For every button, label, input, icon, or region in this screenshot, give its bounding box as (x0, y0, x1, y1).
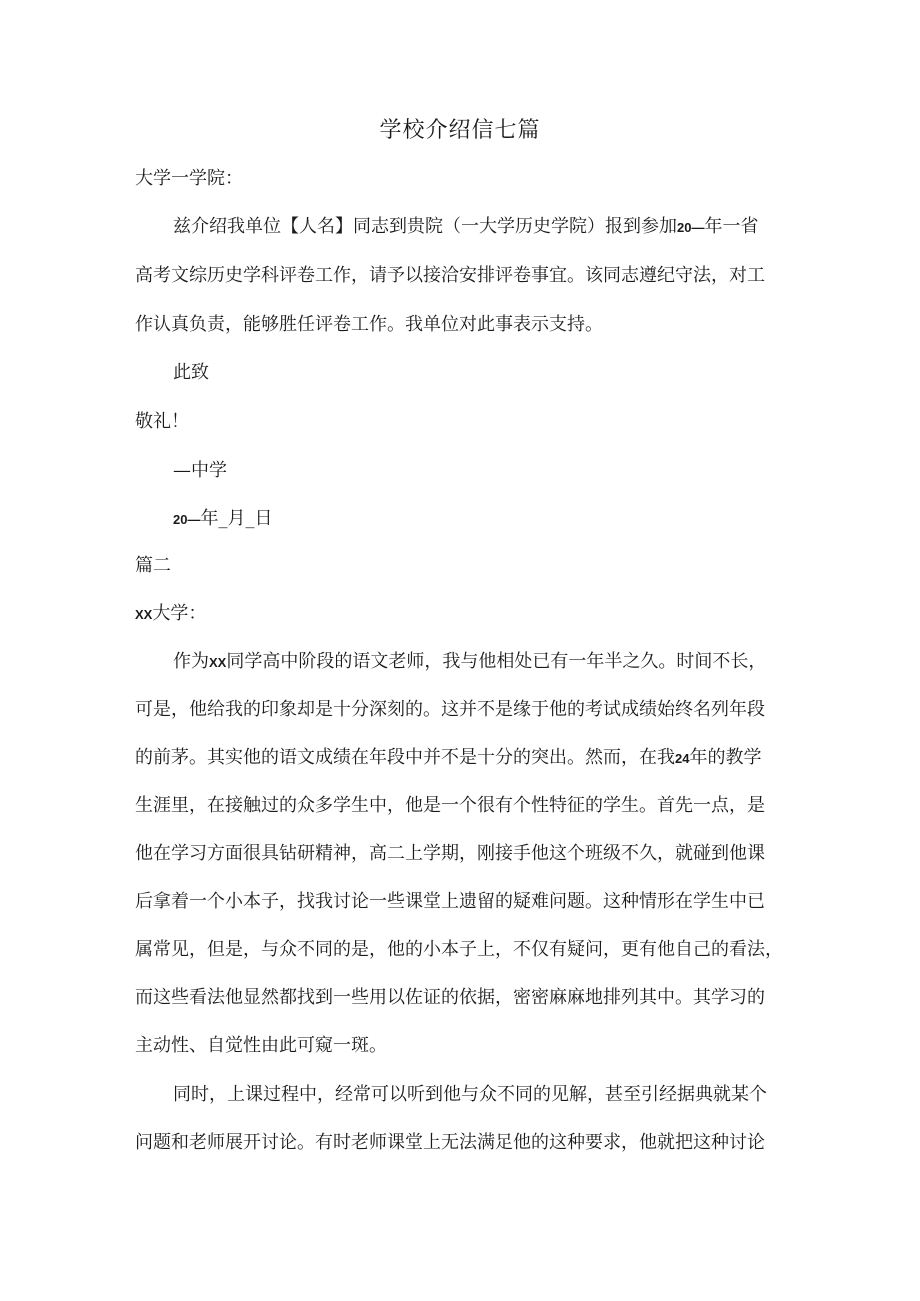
letter1-salutation: 大学一学院： (135, 168, 243, 189)
letter1-body-line: 作认真负责，能够胜任评卷工作。我单位对此事表示支持。 (135, 314, 603, 335)
text-segment: 同学高中阶段的语文老师，我与他相处已有一年半之久。时间不长， (226, 651, 767, 672)
text-segment: 年的教学 (689, 747, 762, 768)
section2-heading: 篇二 (135, 555, 171, 576)
text-segment: 的前茅。其实他的语文成绩在年段中并不是十分的突出。然而，在我 (135, 747, 675, 768)
salutation-text: 大学： (152, 603, 207, 624)
paragraph-line: 问题和老师展开讨论。有时老师课堂上无法满足他的这种要求，他就把这种讨论 (135, 1132, 765, 1153)
paragraph-line: 可是，他给我的印象却是十分深刻的。这并不是缘于他的考试成绩始终名列年段 (135, 699, 765, 720)
name-placeholder: XX (135, 607, 153, 622)
paragraph-line: 后拿着一个小本子，找我讨论一些课堂上遗留的疑难问题。这种情形在学生中已 (135, 891, 765, 912)
paragraph-line (135, 745, 795, 772)
text-segment: 兹介绍我单位【人名】同志到贵院（一大学历史学院）报到参加 (173, 216, 677, 237)
year-number: 20— (677, 220, 705, 235)
letter1-regards: 敬礼！ (135, 411, 189, 432)
letter1-body-line (173, 214, 795, 241)
paragraph-line: 他在学习方面很具钻研精神，高二上学期，刚接手他这个班级不久，就碰到他课 (135, 843, 765, 864)
text-segment: 年一省 (704, 216, 759, 237)
letter1-body-line: 高考文综历史学科评卷工作，请予以接洽安排评卷事宜。该同志遵纪守法，对工 (135, 265, 765, 286)
name-placeholder: XX (209, 655, 227, 670)
date-rest: 年_月_日 (200, 508, 273, 529)
document-title: 学校介绍信七篇 (379, 118, 541, 143)
paragraph-line (173, 649, 795, 676)
paragraph-line: 生涯里，在接触过的众多学生中，他是一个很有个性特征的学生。首先一点，是 (135, 795, 765, 816)
paragraph-line: 属常见，但是，与众不同的是，他的小本子上，不仅有疑问，更有他自己的看法， (135, 939, 783, 960)
letter1-date (173, 506, 795, 533)
years-number: 24 (675, 751, 690, 766)
paragraph-line: 主动性、自觉性由此可窥一斑。 (135, 1035, 387, 1056)
paragraph-line: 同时，上课过程中，经常可以听到他与众不同的见解，甚至引经据典就某个 (173, 1084, 767, 1105)
paragraph-line: 而这些看法他显然都找到一些用以佐证的依据，密密麻麻地排列其中。其学习的 (135, 987, 765, 1008)
letter1-closing: 此致 (173, 362, 209, 383)
text-segment: 作为 (173, 651, 209, 672)
date-year: 20— (173, 512, 201, 527)
section2-salutation (135, 601, 795, 628)
letter1-sender: —中学 (173, 460, 227, 481)
